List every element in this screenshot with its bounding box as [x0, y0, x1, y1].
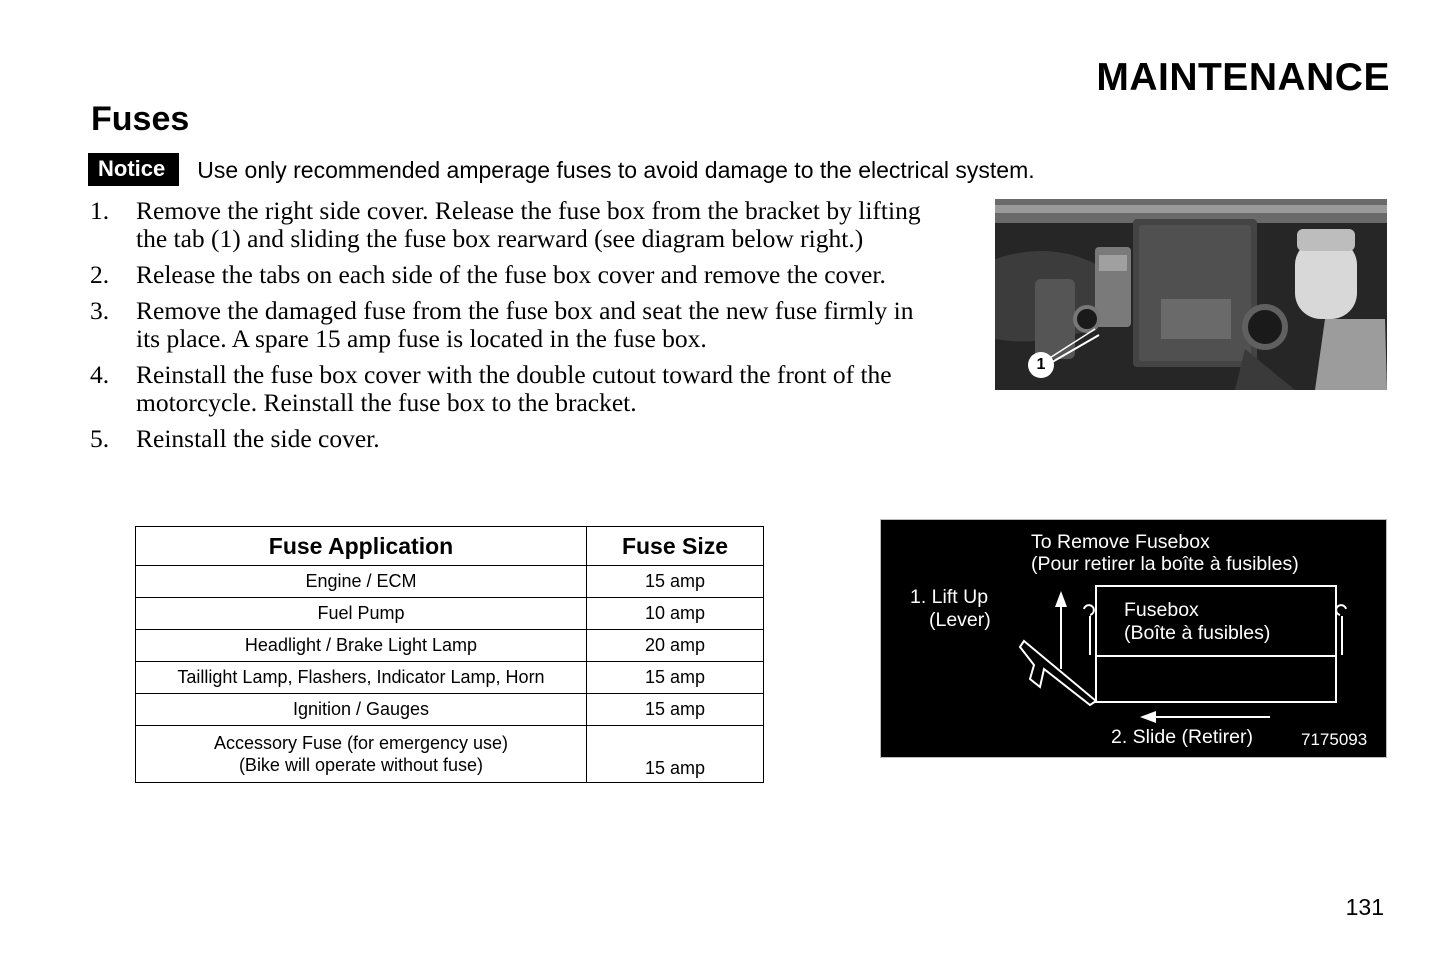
fuse-size-cell: 15 amp: [587, 726, 764, 783]
table-row: [136, 630, 764, 662]
notice: [88, 153, 1035, 186]
table-row: [136, 598, 764, 630]
step-number: 1.: [90, 196, 110, 225]
steps-list: [90, 197, 940, 453]
fuse-application-line: Accessory Fuse (for emergency use): [213, 733, 509, 753]
step-number: 4.: [90, 360, 110, 389]
notice-text: Use only recommended amperage fuses to avoid damage to the electrical system.: [197, 156, 1035, 183]
fuse-application-cell: Ignition / Gauges: [136, 694, 587, 726]
fuse-box-photo-illustration: [995, 199, 1387, 390]
step-text: Reinstall the side cover.: [136, 424, 380, 453]
step-item: [90, 361, 940, 417]
fuse-size-cell: 15 amp: [587, 694, 764, 726]
step-number: 3.: [90, 296, 110, 325]
fuse-size-cell: 10 amp: [587, 598, 764, 630]
callout-badge: 1: [1028, 352, 1054, 378]
fuse-size-cell: 20 amp: [587, 630, 764, 662]
column-header-size: Fuse Size: [587, 527, 764, 566]
page-title: Fuses: [91, 100, 190, 138]
step-text: Reinstall the fuse box cover with the double cutout toward the front of the motorcycle. Reinstall the fuse box to the bracket.: [136, 360, 892, 417]
fuse-application-line: (Bike will operate without fuse): [238, 755, 484, 775]
fuse-box-photo: [995, 199, 1387, 390]
fuse-application-cell: Fuel Pump: [136, 598, 587, 630]
fuse-size-cell: 15 amp: [587, 566, 764, 598]
page-number: 131: [1345, 894, 1384, 920]
table-row: [136, 662, 764, 694]
fuse-application-cell: [136, 726, 587, 783]
fuse-application-cell: Engine / ECM: [136, 566, 587, 598]
diagram-title: To Remove Fusebox: [1031, 531, 1210, 553]
diagram-slide-label: 2. Slide (Retirer): [1111, 726, 1253, 748]
fuse-table: [135, 526, 764, 783]
step-text: Remove the right side cover. Release the fuse box from the bracket by lifting the tab (1) and sliding the fuse box rearward (see diagram below right.): [136, 196, 921, 253]
fuse-application-cell: Headlight / Brake Light Lamp: [136, 630, 587, 662]
table-row: [136, 566, 764, 598]
table-row: [136, 726, 764, 783]
step-text: Remove the damaged fuse from the fuse box and seat the new fuse firmly in its place. A spare 15 amp fuse is located in the fuse box.: [136, 296, 914, 353]
step-item: [90, 425, 940, 453]
diagram-fusebox-french: (Boîte à fusibles): [1124, 622, 1271, 644]
column-header-application: Fuse Application: [136, 527, 587, 566]
step-item: [90, 197, 940, 253]
table-header-row: [136, 527, 764, 566]
step-text: Release the tabs on each side of the fuse box cover and remove the cover.: [136, 260, 886, 289]
notice-badge: Notice: [88, 153, 179, 186]
step-number: 5.: [90, 424, 110, 453]
table-row: [136, 694, 764, 726]
step-number: 2.: [90, 260, 110, 289]
diagram-code: 7175093: [1301, 730, 1368, 749]
step-item: [90, 261, 940, 289]
diagram-fusebox-label: Fusebox: [1124, 599, 1199, 621]
step-item: [90, 297, 940, 353]
fuse-application-cell: Taillight Lamp, Flashers, Indicator Lamp, Horn: [136, 662, 587, 694]
section-title: MAINTENANCE: [1096, 56, 1390, 99]
diagram-lever-label: (Lever): [929, 609, 991, 631]
diagram-lift-label: 1. Lift Up: [910, 586, 989, 608]
fuse-size-cell: 15 amp: [587, 662, 764, 694]
diagram-title-french: (Pour retirer la boîte à fusibles): [1031, 553, 1299, 575]
fusebox-removal-diagram: [880, 519, 1387, 758]
